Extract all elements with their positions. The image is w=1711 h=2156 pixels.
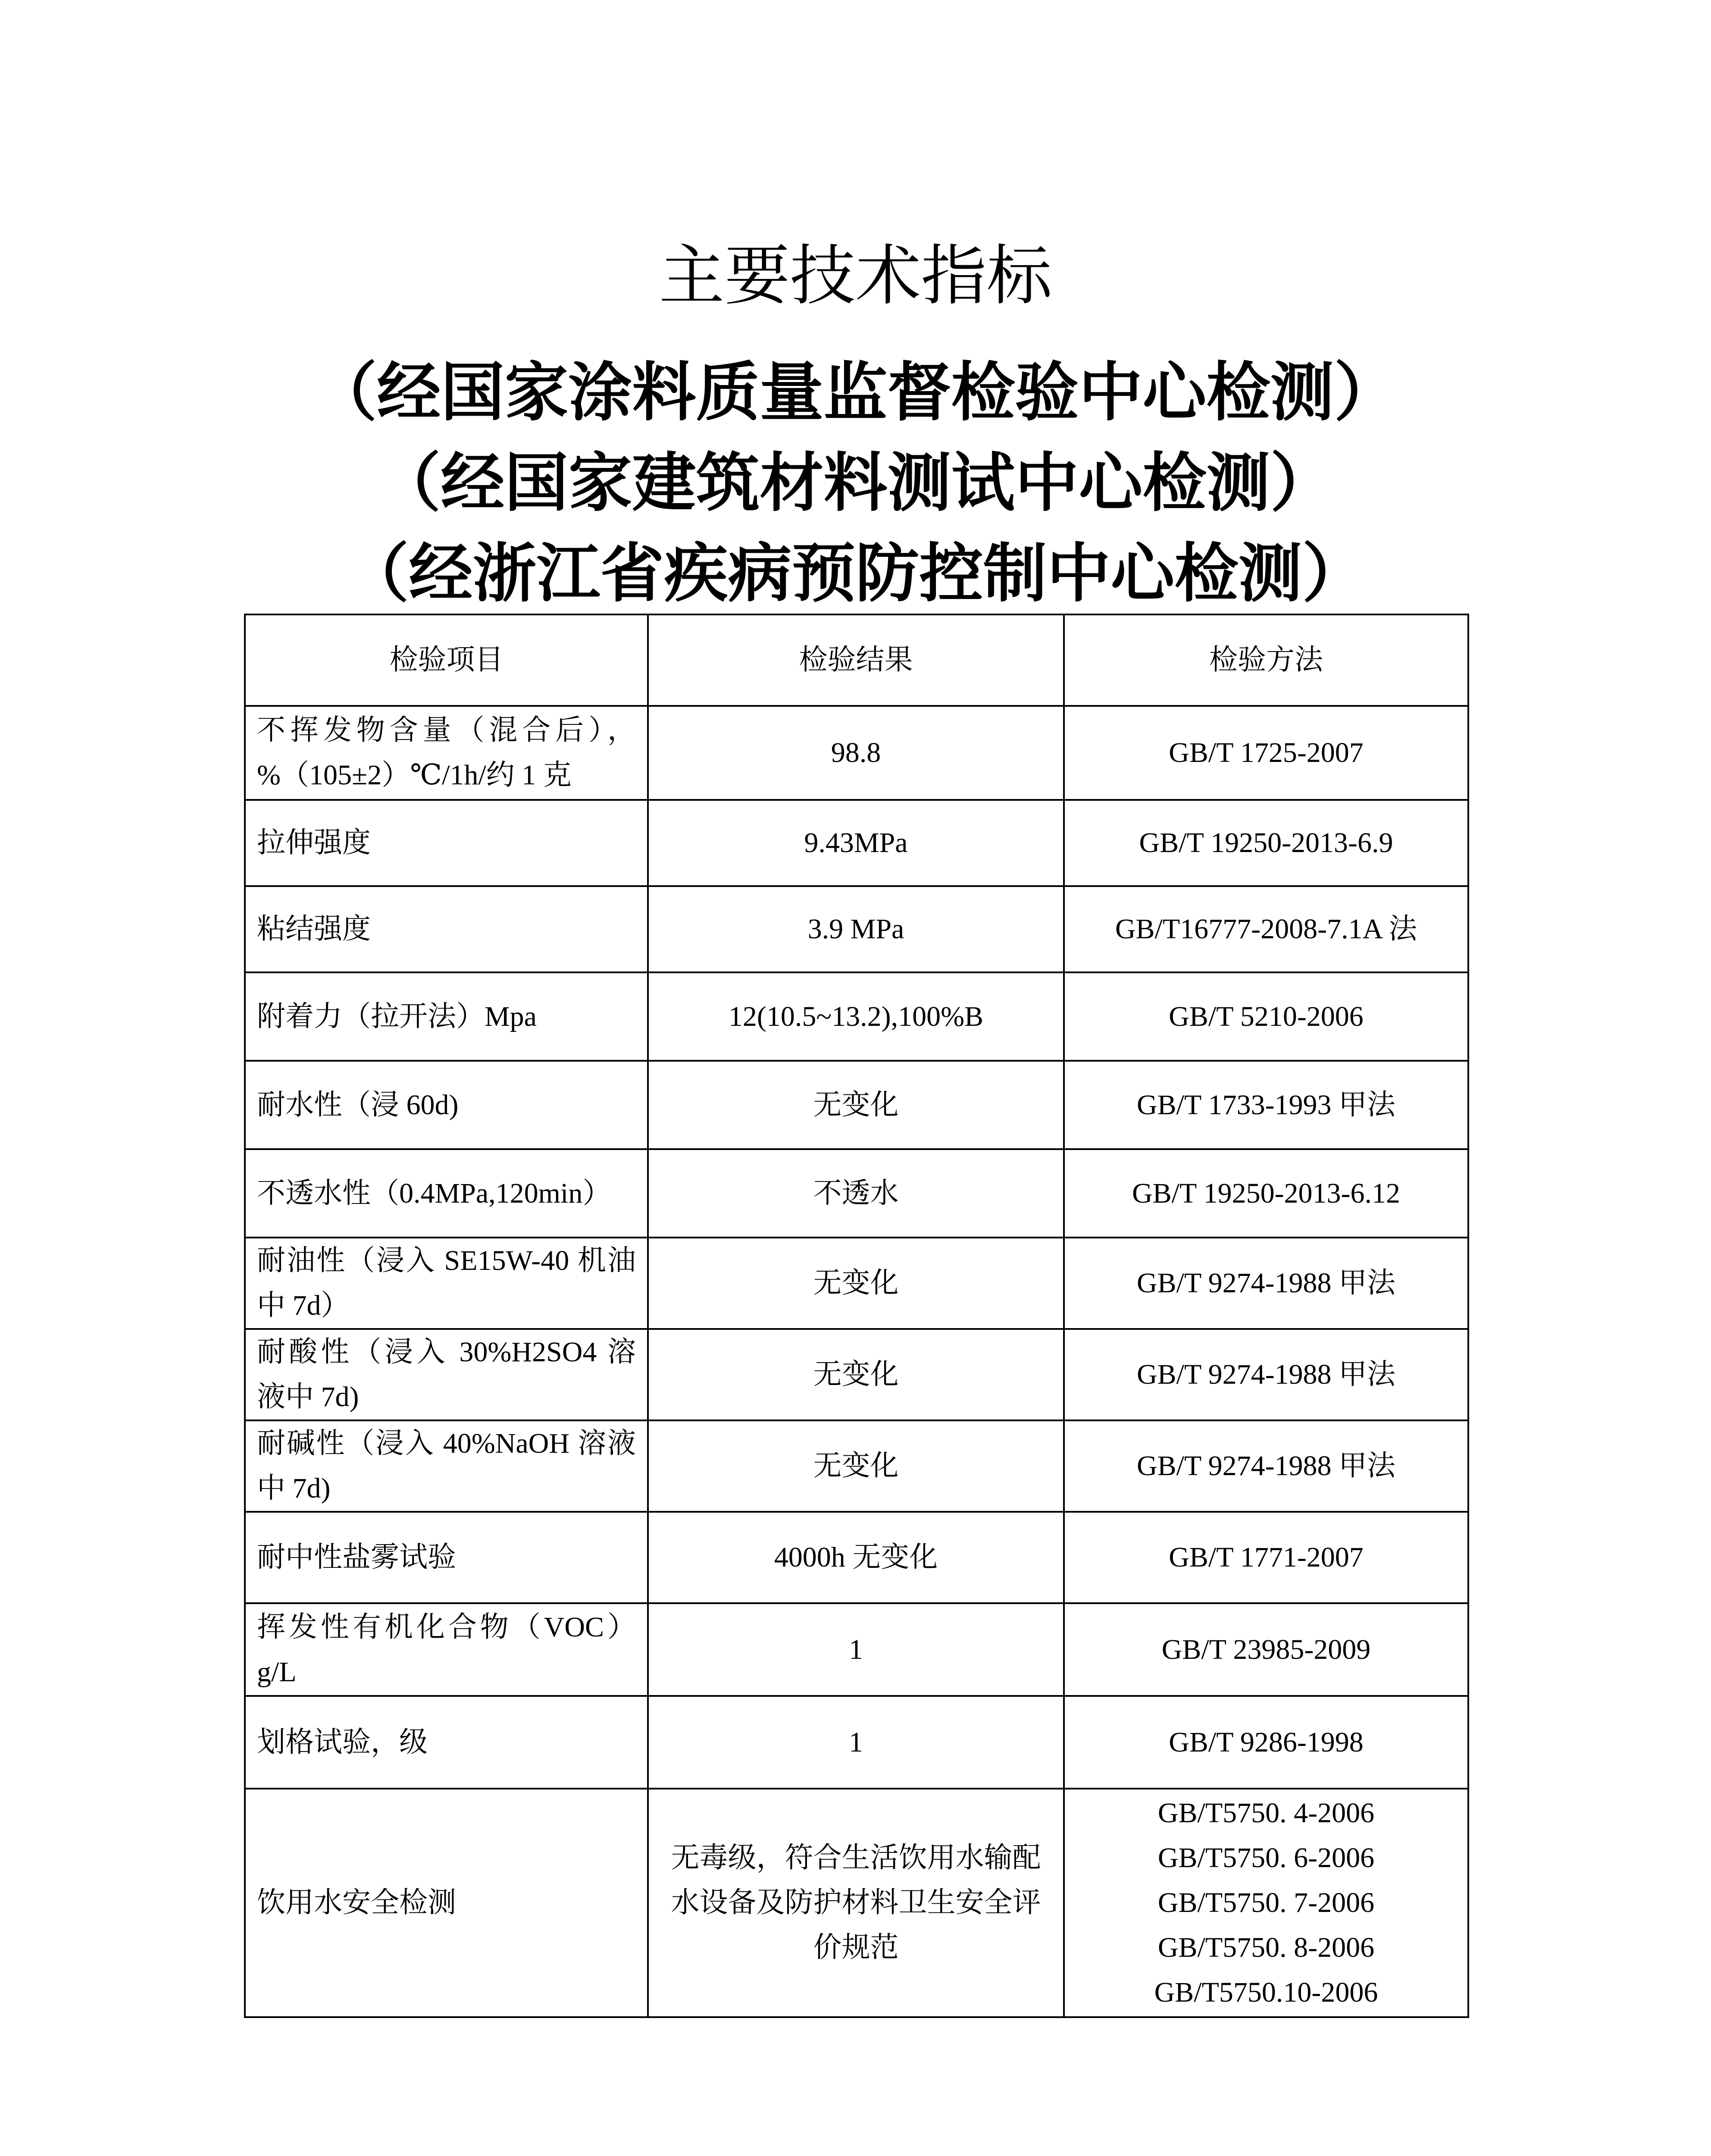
table-row <box>245 1420 1468 1512</box>
row-methods <box>1064 1789 1468 2017</box>
table-row <box>245 1329 1468 1420</box>
row-method: GB/T16777-2008-7.1A 法 <box>1064 886 1468 972</box>
row-result: 无变化 <box>648 1329 1064 1420</box>
table-row <box>245 706 1468 800</box>
page-title: 主要技术指标 <box>659 238 1052 314</box>
row-method: GB/T 9274-1988 甲法 <box>1064 1329 1468 1420</box>
row-result: 9.43MPa <box>648 800 1064 886</box>
row-method: GB/T 23985-2009 <box>1064 1603 1468 1696</box>
row-item: 挥发性有机化合物（VOC）g/L <box>245 1603 648 1696</box>
row-method: GB/T 9274-1988 甲法 <box>1064 1420 1468 1512</box>
row-result: 3.9 MPa <box>648 886 1064 972</box>
row-method: GB/T 19250-2013-6.9 <box>1064 800 1468 886</box>
row-result: 12(10.5~13.2),100%B <box>648 972 1064 1061</box>
row-method: GB/T 5210-2006 <box>1064 972 1468 1061</box>
row-item: 耐碱性（浸入 40%NaOH 溶液中 7d) <box>245 1420 648 1512</box>
row-item: 拉伸强度 <box>245 800 648 886</box>
row-result: 无变化 <box>648 1061 1064 1149</box>
table-row <box>245 1789 1468 2017</box>
row-item: 不透水性（0.4MPa,120min） <box>245 1149 648 1238</box>
table-row <box>245 1512 1468 1603</box>
row-item: 划格试验，级 <box>245 1696 648 1789</box>
row-result: 不透水 <box>648 1149 1064 1238</box>
table-header-row <box>245 614 1468 706</box>
method-line: GB/T5750. 8-2006 <box>1157 1932 1375 1963</box>
table-row <box>245 886 1468 972</box>
row-result: 1 <box>648 1696 1064 1789</box>
row-method: GB/T 1771-2007 <box>1064 1512 1468 1603</box>
row-item: 粘结强度 <box>245 886 648 972</box>
row-item: 耐油性（浸入 SE15W-40 机油中 7d） <box>245 1238 648 1329</box>
table-row <box>245 972 1468 1061</box>
header-test-method: 检验方法 <box>1064 614 1468 706</box>
row-result: 无变化 <box>648 1420 1064 1512</box>
method-line: GB/T5750. 4-2006 <box>1157 1797 1375 1829</box>
table-row <box>245 800 1468 886</box>
row-result: 无变化 <box>648 1238 1064 1329</box>
technical-specs-table <box>244 614 1469 2018</box>
subtitle-building-materials-center: （经国家建筑材料测试中心检测） <box>377 446 1334 520</box>
row-result: 1 <box>648 1603 1064 1696</box>
method-line: GB/T5750. 6-2006 <box>1157 1842 1375 1874</box>
row-result: 4000h 无变化 <box>648 1512 1064 1603</box>
row-result: 无毒级，符合生活饮用水输配水设备及防护材料卫生安全评价规范 <box>648 1789 1064 2017</box>
table-row <box>245 1696 1468 1789</box>
method-line: GB/T5750. 7-2006 <box>1157 1887 1375 1918</box>
header-test-item: 检验项目 <box>245 614 648 706</box>
row-method: GB/T 1725-2007 <box>1064 706 1468 800</box>
method-line: GB/T5750.10-2006 <box>1154 1977 1378 2008</box>
row-item: 不挥发物含量（混合后），%（105±2）℃/1h/约 1 克 <box>245 706 648 800</box>
row-item: 附着力（拉开法）Mpa <box>245 972 648 1061</box>
row-method: GB/T 1733-1993 甲法 <box>1064 1061 1468 1149</box>
row-result: 98.8 <box>648 706 1064 800</box>
row-item: 耐中性盐雾试验 <box>245 1512 648 1603</box>
row-method: GB/T 9274-1988 甲法 <box>1064 1238 1468 1329</box>
subtitle-coatings-center: （经国家涂料质量监督检验中心检测） <box>313 355 1398 429</box>
table-row <box>245 1149 1468 1238</box>
table-row <box>245 1061 1468 1149</box>
row-item: 饮用水安全检测 <box>245 1789 648 2017</box>
table-row <box>245 1603 1468 1696</box>
row-method: GB/T 9286-1998 <box>1064 1696 1468 1789</box>
row-item: 耐酸性（浸入 30%H2SO4 溶液中 7d) <box>245 1329 648 1420</box>
subtitle-zhejiang-cdc: （经浙江省疾病预防控制中心检测） <box>345 536 1366 611</box>
row-method: GB/T 19250-2013-6.12 <box>1064 1149 1468 1238</box>
header-test-result: 检验结果 <box>648 614 1064 706</box>
row-item: 耐水性（浸 60d) <box>245 1061 648 1149</box>
table-row <box>245 1238 1468 1329</box>
